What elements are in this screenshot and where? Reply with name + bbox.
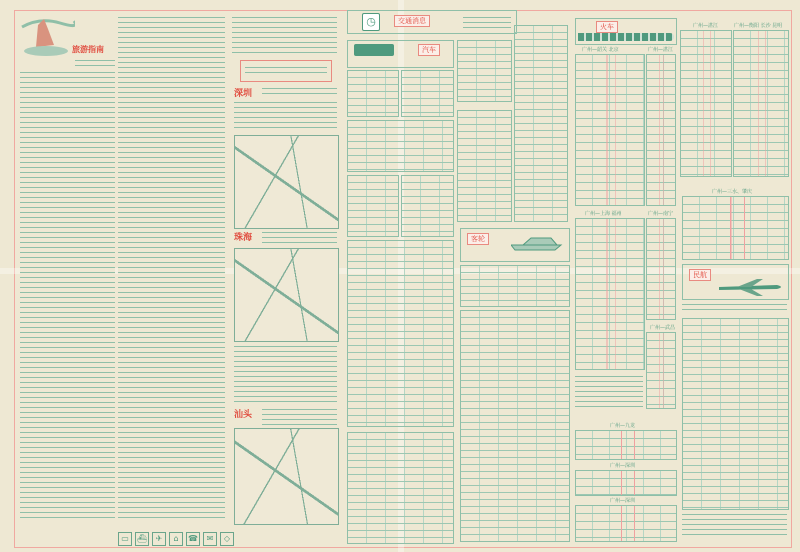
air-notes bbox=[682, 512, 787, 538]
route-title: 广州—武昌 bbox=[650, 325, 676, 331]
city-text bbox=[262, 230, 337, 244]
bus-section-header bbox=[347, 40, 454, 68]
train-section-header bbox=[575, 18, 677, 45]
shenzhen-map bbox=[234, 135, 339, 229]
route-title: 广州—三水、肇庆 bbox=[712, 189, 753, 195]
train-timetable bbox=[680, 30, 732, 177]
header-note bbox=[463, 15, 511, 29]
train-timetable bbox=[646, 54, 676, 206]
city-text bbox=[262, 86, 337, 98]
train-timetable bbox=[682, 196, 789, 260]
shantou-map bbox=[234, 428, 339, 525]
route-title: 广州—韶关 北京 bbox=[582, 47, 619, 53]
guide-text bbox=[75, 58, 115, 68]
ship-icon: ⛴ bbox=[135, 532, 149, 546]
route-title: 广州—深圳 bbox=[610, 463, 636, 469]
air-title: 民航 bbox=[689, 269, 711, 281]
city-heading-shenzhen: 深圳 bbox=[234, 89, 253, 99]
bus-table bbox=[347, 240, 454, 427]
route-title: 广州—衡阳 长沙 昆明 bbox=[734, 23, 783, 29]
route-title: 广州—深圳 bbox=[610, 498, 636, 504]
transport-header-title: 交通消息 bbox=[394, 15, 430, 27]
post-icon: ✉ bbox=[203, 532, 217, 546]
train-timetable bbox=[646, 332, 676, 409]
train-timetable bbox=[575, 54, 645, 206]
zhuhai-map bbox=[234, 248, 339, 342]
ship-table bbox=[460, 265, 570, 307]
train-timetable bbox=[646, 218, 676, 320]
bus-icon: ▭ bbox=[118, 532, 132, 546]
dragon-logo-icon bbox=[20, 15, 75, 57]
air-section-header bbox=[682, 264, 789, 300]
bus-table bbox=[514, 25, 568, 222]
bus-table bbox=[347, 432, 454, 544]
bus-table bbox=[401, 70, 454, 117]
hotel-icon: ⌂ bbox=[169, 532, 183, 546]
ship-section-header bbox=[460, 228, 570, 262]
ship-icon bbox=[511, 235, 566, 255]
bus-icon bbox=[354, 44, 394, 56]
city-text bbox=[234, 344, 337, 404]
city-intro-text bbox=[232, 15, 337, 55]
plane-icon bbox=[717, 277, 785, 301]
plane-icon: ✈ bbox=[152, 532, 166, 546]
route-title: 广州—南宁 bbox=[648, 211, 674, 217]
service-icons bbox=[118, 526, 237, 546]
route-title: 广州—湛江 bbox=[693, 23, 719, 29]
guide-text-column bbox=[118, 15, 225, 520]
transport-header bbox=[347, 10, 517, 34]
bus-table bbox=[347, 70, 399, 117]
bus-table bbox=[347, 175, 399, 237]
train-timetable bbox=[575, 470, 677, 496]
train-timetable bbox=[733, 30, 789, 177]
clock-icon: ◷ bbox=[362, 13, 380, 31]
city-heading-shantou: 汕头 bbox=[234, 410, 253, 420]
guide-text-column bbox=[20, 70, 115, 522]
air-timetable bbox=[682, 318, 789, 510]
train-icon bbox=[578, 33, 674, 41]
notice-box bbox=[240, 60, 332, 82]
route-title: 广州—湛江 bbox=[648, 47, 674, 53]
train-timetable bbox=[575, 218, 645, 370]
city-heading-zhuhai: 珠海 bbox=[234, 233, 253, 243]
route-title: 广州—九龙 bbox=[610, 423, 636, 429]
bus-table bbox=[401, 175, 454, 237]
air-note bbox=[682, 302, 787, 314]
train-notes bbox=[575, 374, 643, 408]
ship-title: 客轮 bbox=[467, 233, 489, 245]
bus-table bbox=[457, 40, 512, 102]
ship-table bbox=[460, 310, 570, 542]
city-text bbox=[262, 407, 337, 425]
train-title: 火车 bbox=[596, 21, 618, 33]
bus-table bbox=[347, 120, 454, 172]
shop-icon: ◇ bbox=[220, 532, 234, 546]
guide-title: 旅游指南 bbox=[72, 45, 104, 54]
train-timetable bbox=[575, 505, 677, 542]
bus-table bbox=[457, 110, 512, 222]
route-title: 广州—上海 福州 bbox=[585, 211, 622, 217]
phone-icon: ☎ bbox=[186, 532, 200, 546]
city-text bbox=[234, 100, 337, 132]
train-timetable bbox=[575, 430, 677, 460]
bus-title: 汽车 bbox=[418, 44, 440, 56]
